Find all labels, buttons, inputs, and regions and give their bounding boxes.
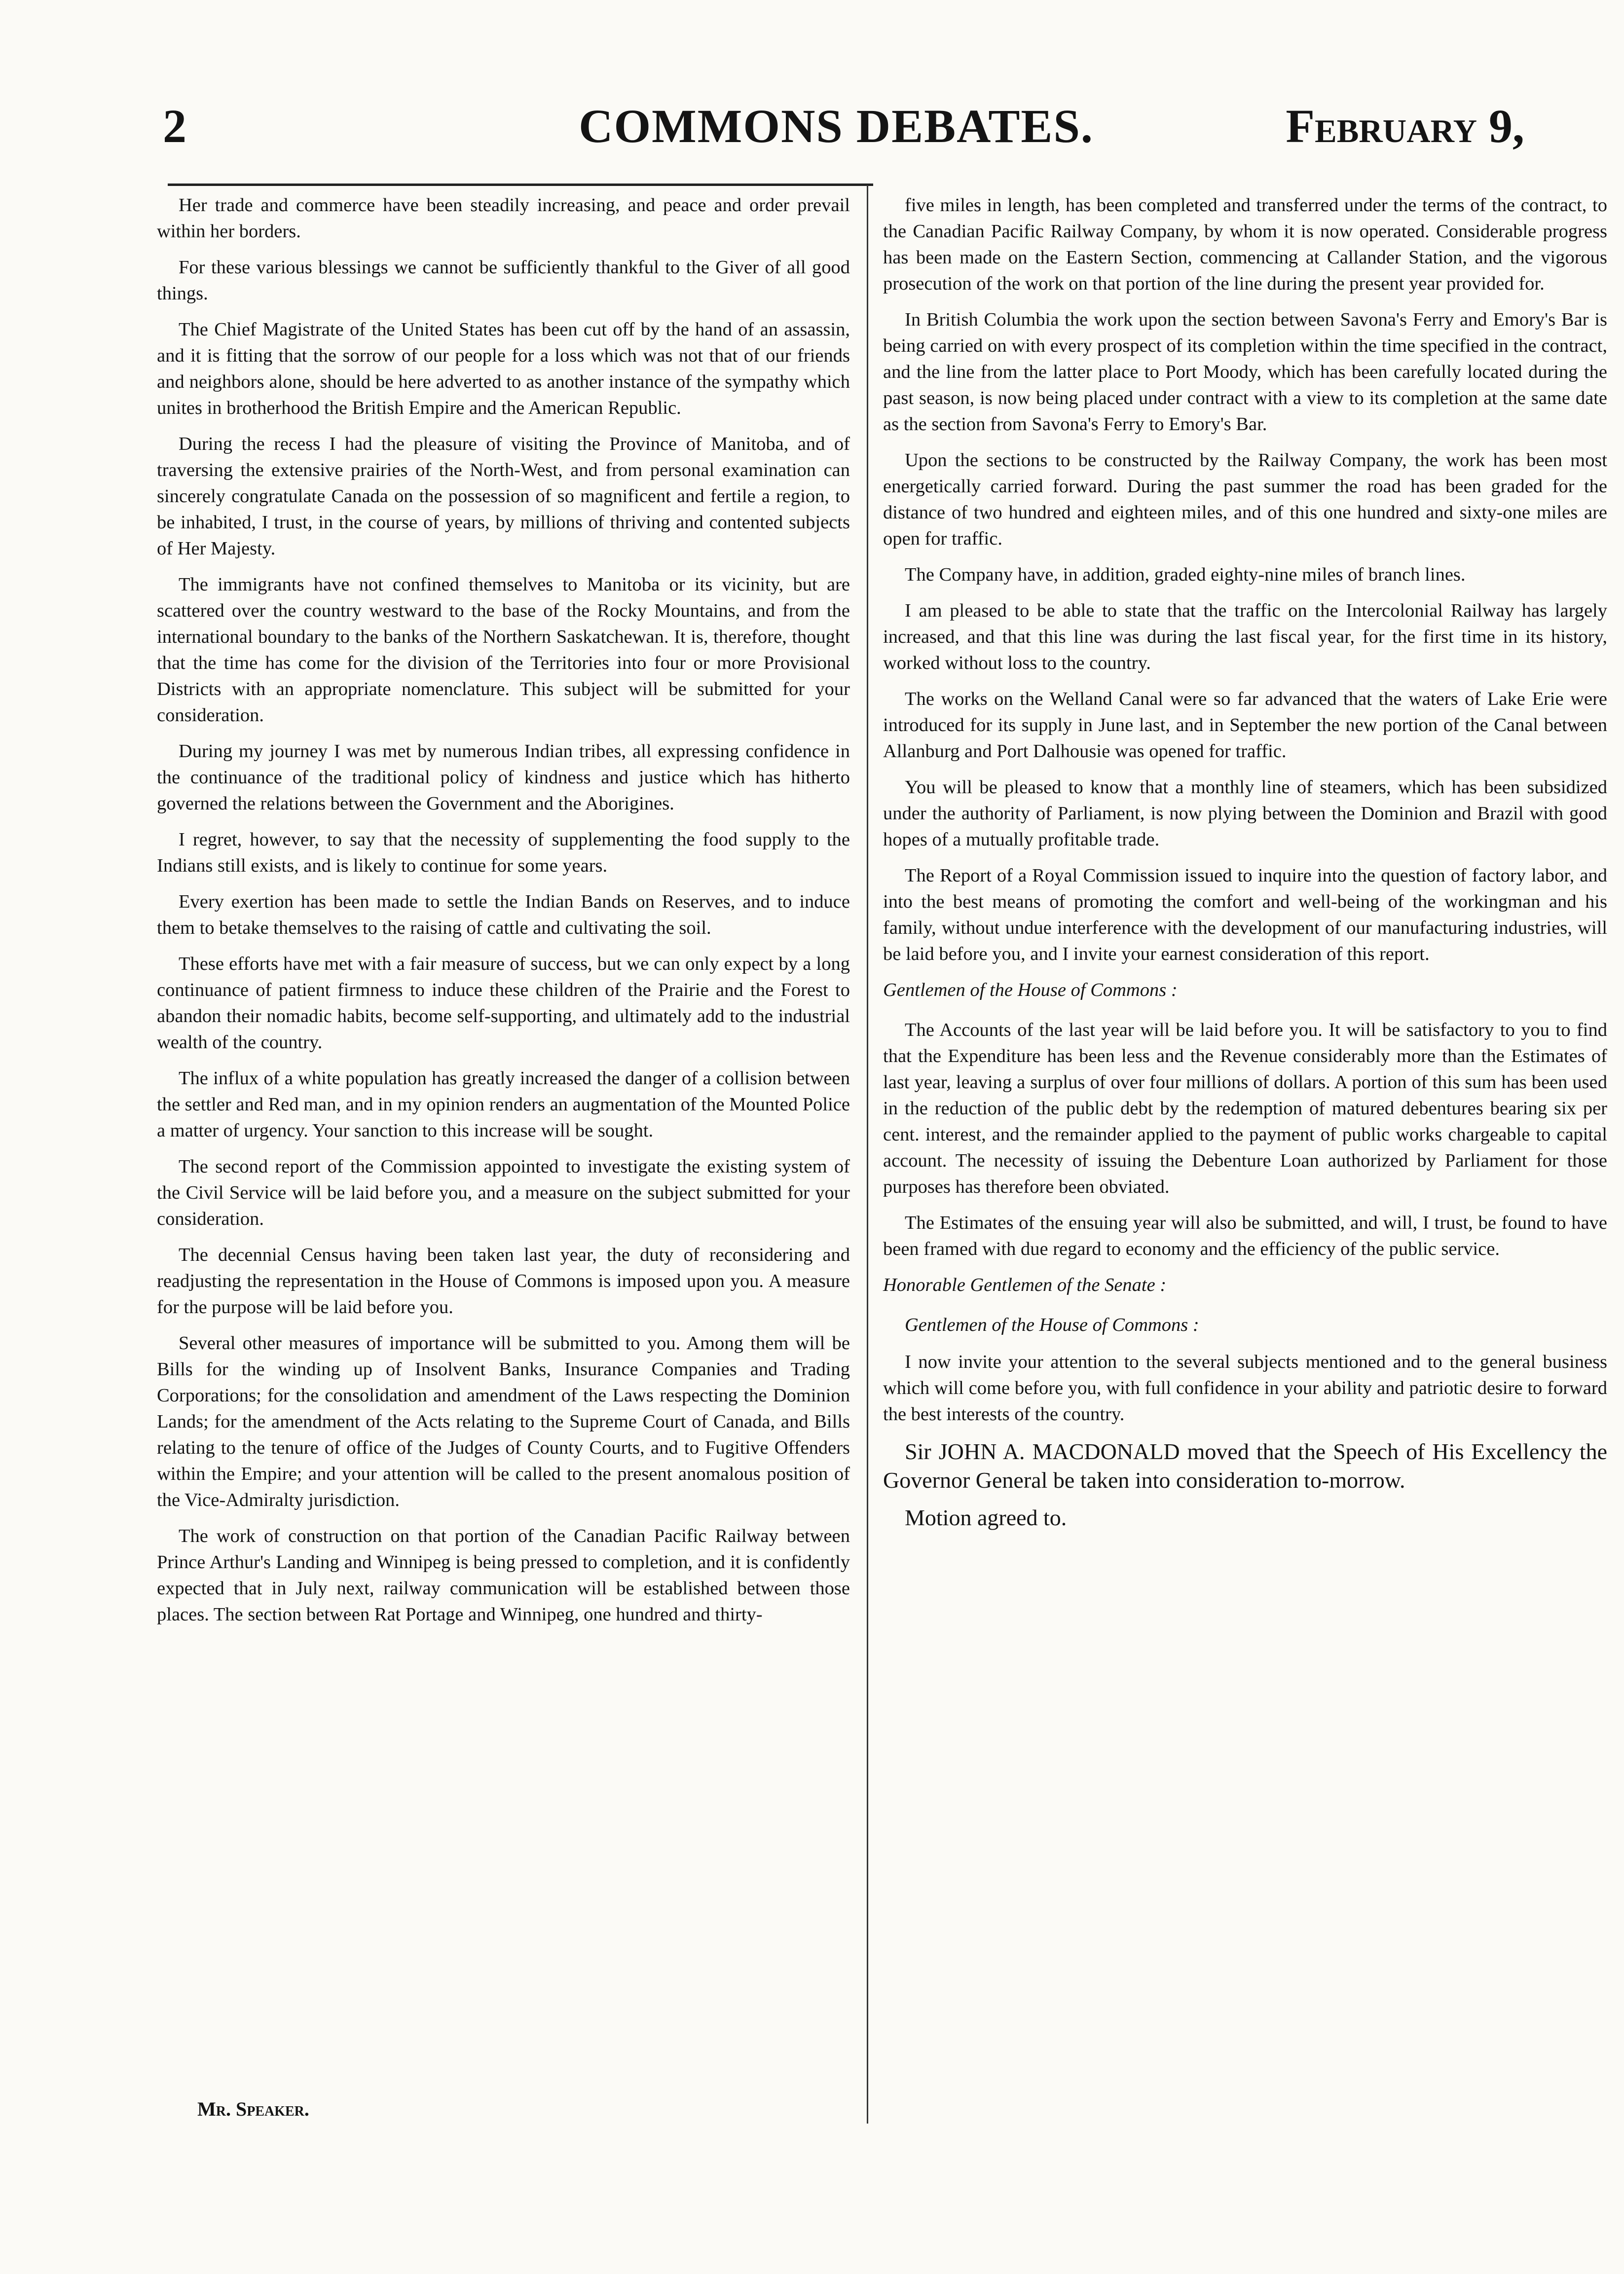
left-column: [157, 192, 850, 1638]
paragraph: I now invite your attention to the several subjects mentioned and to the general business which will come before you, with full confidence in your ability and patriotic desire to forward the best interests of the country.: [883, 1352, 1607, 1425]
paragraph: I regret, however, to say that the necessity of supplementing the food supply to the Indians still exists, and is likely to continue for some years.: [157, 829, 850, 876]
paragraph: five miles in length, has been completed and transferred under the terms of the contract, to the Canadian Pacific Railway Company, by whom it is now operated. Considerable progress has been made on the Eastern Section, commencing at Callander Station, and the vigorous prosecution of the work on that portion of the line during the present year provided for.: [883, 195, 1607, 294]
paragraph: The immigrants have not confined themselves to Manitoba or its vicinity, but are scattered over the country westward to the base of the Rocky Mountains, and from the international boundary to the banks of the Northern Saskatchewan. It is, therefore, thought that the time has come for the division of the Territories into four or more Provisional Districts with an appropriate nomenclature. This subject will be submitted for your consideration.: [157, 574, 850, 726]
paragraph: Several other measures of importance will be submitted to you. Among them will be Bills for the winding up of Insolvent Banks, Insurance Companies and Trading Corporations; for the consolidation and amendment of the Laws respecting the Dominion Lands; for the amendment of the Acts relating to the Supreme Court of Canada, and Bills relating to the tenure of office of the Judges of County Courts, and to Fugitive Offenders within the Empire; and your attention will be called to the present anomalous position of the Vice-Admiralty jurisdiction.: [157, 1333, 850, 1510]
paragraph: Her trade and commerce have been steadily increasing, and peace and order prevail within her borders.: [157, 195, 850, 242]
paragraph: I am pleased to be able to state that the traffic on the Intercolonial Railway has largely increased, and that this line was during the last fiscal year, for the first time in its history, worked without loss to the country.: [883, 600, 1607, 673]
page-date: February 9,: [1286, 100, 1524, 152]
section-heading-senate: Honorable Gentlemen of the Senate :: [883, 1275, 1167, 1295]
paragraph: The Company have, in addition, graded eighty-nine miles of branch lines.: [905, 564, 1466, 585]
paragraph: Upon the sections to be constructed by the Railway Company, the work has been most energetically carried forward. During the past summer the road has been graded for the distance of two hundred and eighteen miles, and of this one hundred and sixty-one miles are open for traffic.: [883, 450, 1607, 549]
paragraph: The Chief Magistrate of the United States has been cut off by the hand of an assassin, and it is fitting that the sorrow of our people for a loss which was not that of our friends and neighbors alone, should be here adverted to as another instance of the sympathy which unites in brotherhood the British Empire and the American Republic.: [157, 319, 850, 418]
right-column: [883, 192, 1607, 1540]
paragraph: The works on the Welland Canal were so far advanced that the waters of Lake Erie were introduced for its supply in June last, and in September the new portion of the Canal between Allanburg and Port Dalhousie was opened for traffic.: [883, 689, 1607, 762]
page-number: 2: [163, 100, 186, 152]
paragraph: For these various blessings we cannot be sufficiently thankful to the Giver of all good things.: [157, 257, 850, 304]
motion-result: Motion agreed to.: [905, 1505, 1067, 1530]
paragraph: The Accounts of the last year will be laid before you. It will be satisfactory to you to find that the Expenditure has been less and the Revenue considerably more than the Estimates of last year, leaving a surplus of over four millions of dollars. A portion of this sum has been used in the reduction of the public debt by the redemption of matured debentures bearing six per cent. interest, and the remainder applied to the payment of public works chargeable to capital account. The necessity of issuing the Debenture Loan authorized by Parliament for those purposes has therefore been obviated.: [883, 1020, 1607, 1197]
paragraph: The work of construction on that portion of the Canadian Pacific Railway between Prince Arthur's Landing and Winnipeg is being pressed to completion, and it is confidently expected that in July next, railway communication will be established between those places. The section between Rat Portage and Winnipeg, one hundred and thirty-: [157, 1526, 850, 1625]
paragraph: The influx of a white population has greatly increased the danger of a collision between the settler and Red man, and in my opinion renders an augmentation of the Mounted Police a matter of urgency. Your sanction to this increase will be sought.: [157, 1068, 850, 1141]
paragraph: The decennial Census having been taken last year, the duty of reconsidering and readjusting the representation in the House of Commons is imposed upon you. A measure for the purpose will be laid before you.: [157, 1245, 850, 1318]
page-footer: Mr. Speaker.: [197, 2098, 309, 2120]
section-heading-commons-2: Gentlemen of the House of Commons :: [905, 1315, 1199, 1335]
motion-text: Sir JOHN A. MACDONALD moved that the Speech of His Excellency the Governor General be taken into consideration to-morrow.: [883, 1439, 1607, 1493]
page-header: [148, 99, 1524, 168]
section-heading-commons: Gentlemen of the House of Commons :: [883, 980, 1178, 1000]
paragraph: The Report of a Royal Commission issued to inquire into the question of factory labor, and into the best means of promoting the comfort and well-being of the workingman and his family, without undue interference with the development of our manufacturing industries, will be laid before you, and I invite your earnest consideration of this report.: [883, 865, 1607, 964]
header-rule: [168, 183, 873, 186]
paragraph: These efforts have met with a fair measure of success, but we can only expect by a long continuance of patient firmness to induce these children of the Prairie and the Forest to abandon their nomadic habits, become self-supporting, and ultimately add to the industrial wealth of the country.: [157, 954, 850, 1053]
paragraph: During the recess I had the pleasure of visiting the Province of Manitoba, and of traversing the extensive prairies of the North-West, and from personal examination can sincerely congratulate Canada on the possession of so magnificent and fertile a region, to be inhabited, I trust, in the course of years, by millions of thriving and contented subjects of Her Majesty.: [157, 434, 850, 559]
paragraph: Every exertion has been made to settle the Indian Bands on Reserves, and to induce them to betake themselves to the raising of cattle and cultivating the soil.: [157, 891, 850, 938]
page-title: COMMONS DEBATES.: [579, 100, 1094, 152]
paragraph: You will be pleased to know that a monthly line of steamers, which has been subsidized under the authority of Parliament, is now plying between the Dominion and Brazil with good hopes of a mutually profitable trade.: [883, 777, 1607, 850]
paragraph: The second report of the Commission appointed to investigate the existing system of the Civil Service will be laid before you, and a measure on the subject submitted for your consideration.: [157, 1156, 850, 1229]
column-divider: [867, 185, 868, 2124]
paragraph: During my journey I was met by numerous Indian tribes, all expressing confidence in the continuance of the traditional policy of kindness and justice which has hitherto governed the relations between the Government and the Aborigines.: [157, 741, 850, 814]
paragraph: The Estimates of the ensuing year will also be submitted, and will, I trust, be found to have been framed with due regard to economy and the efficiency of the public service.: [883, 1212, 1607, 1259]
paragraph: In British Columbia the work upon the section between Savona's Ferry and Emory's Bar is being carried on with every prospect of its completion within the time specified in the contract, and the line from the latter place to Port Moody, which has been carefully located during the past season, is now being placed under contract with a view to its completion at the same date as the section from Savona's Ferry to Emory's Bar.: [883, 309, 1607, 435]
